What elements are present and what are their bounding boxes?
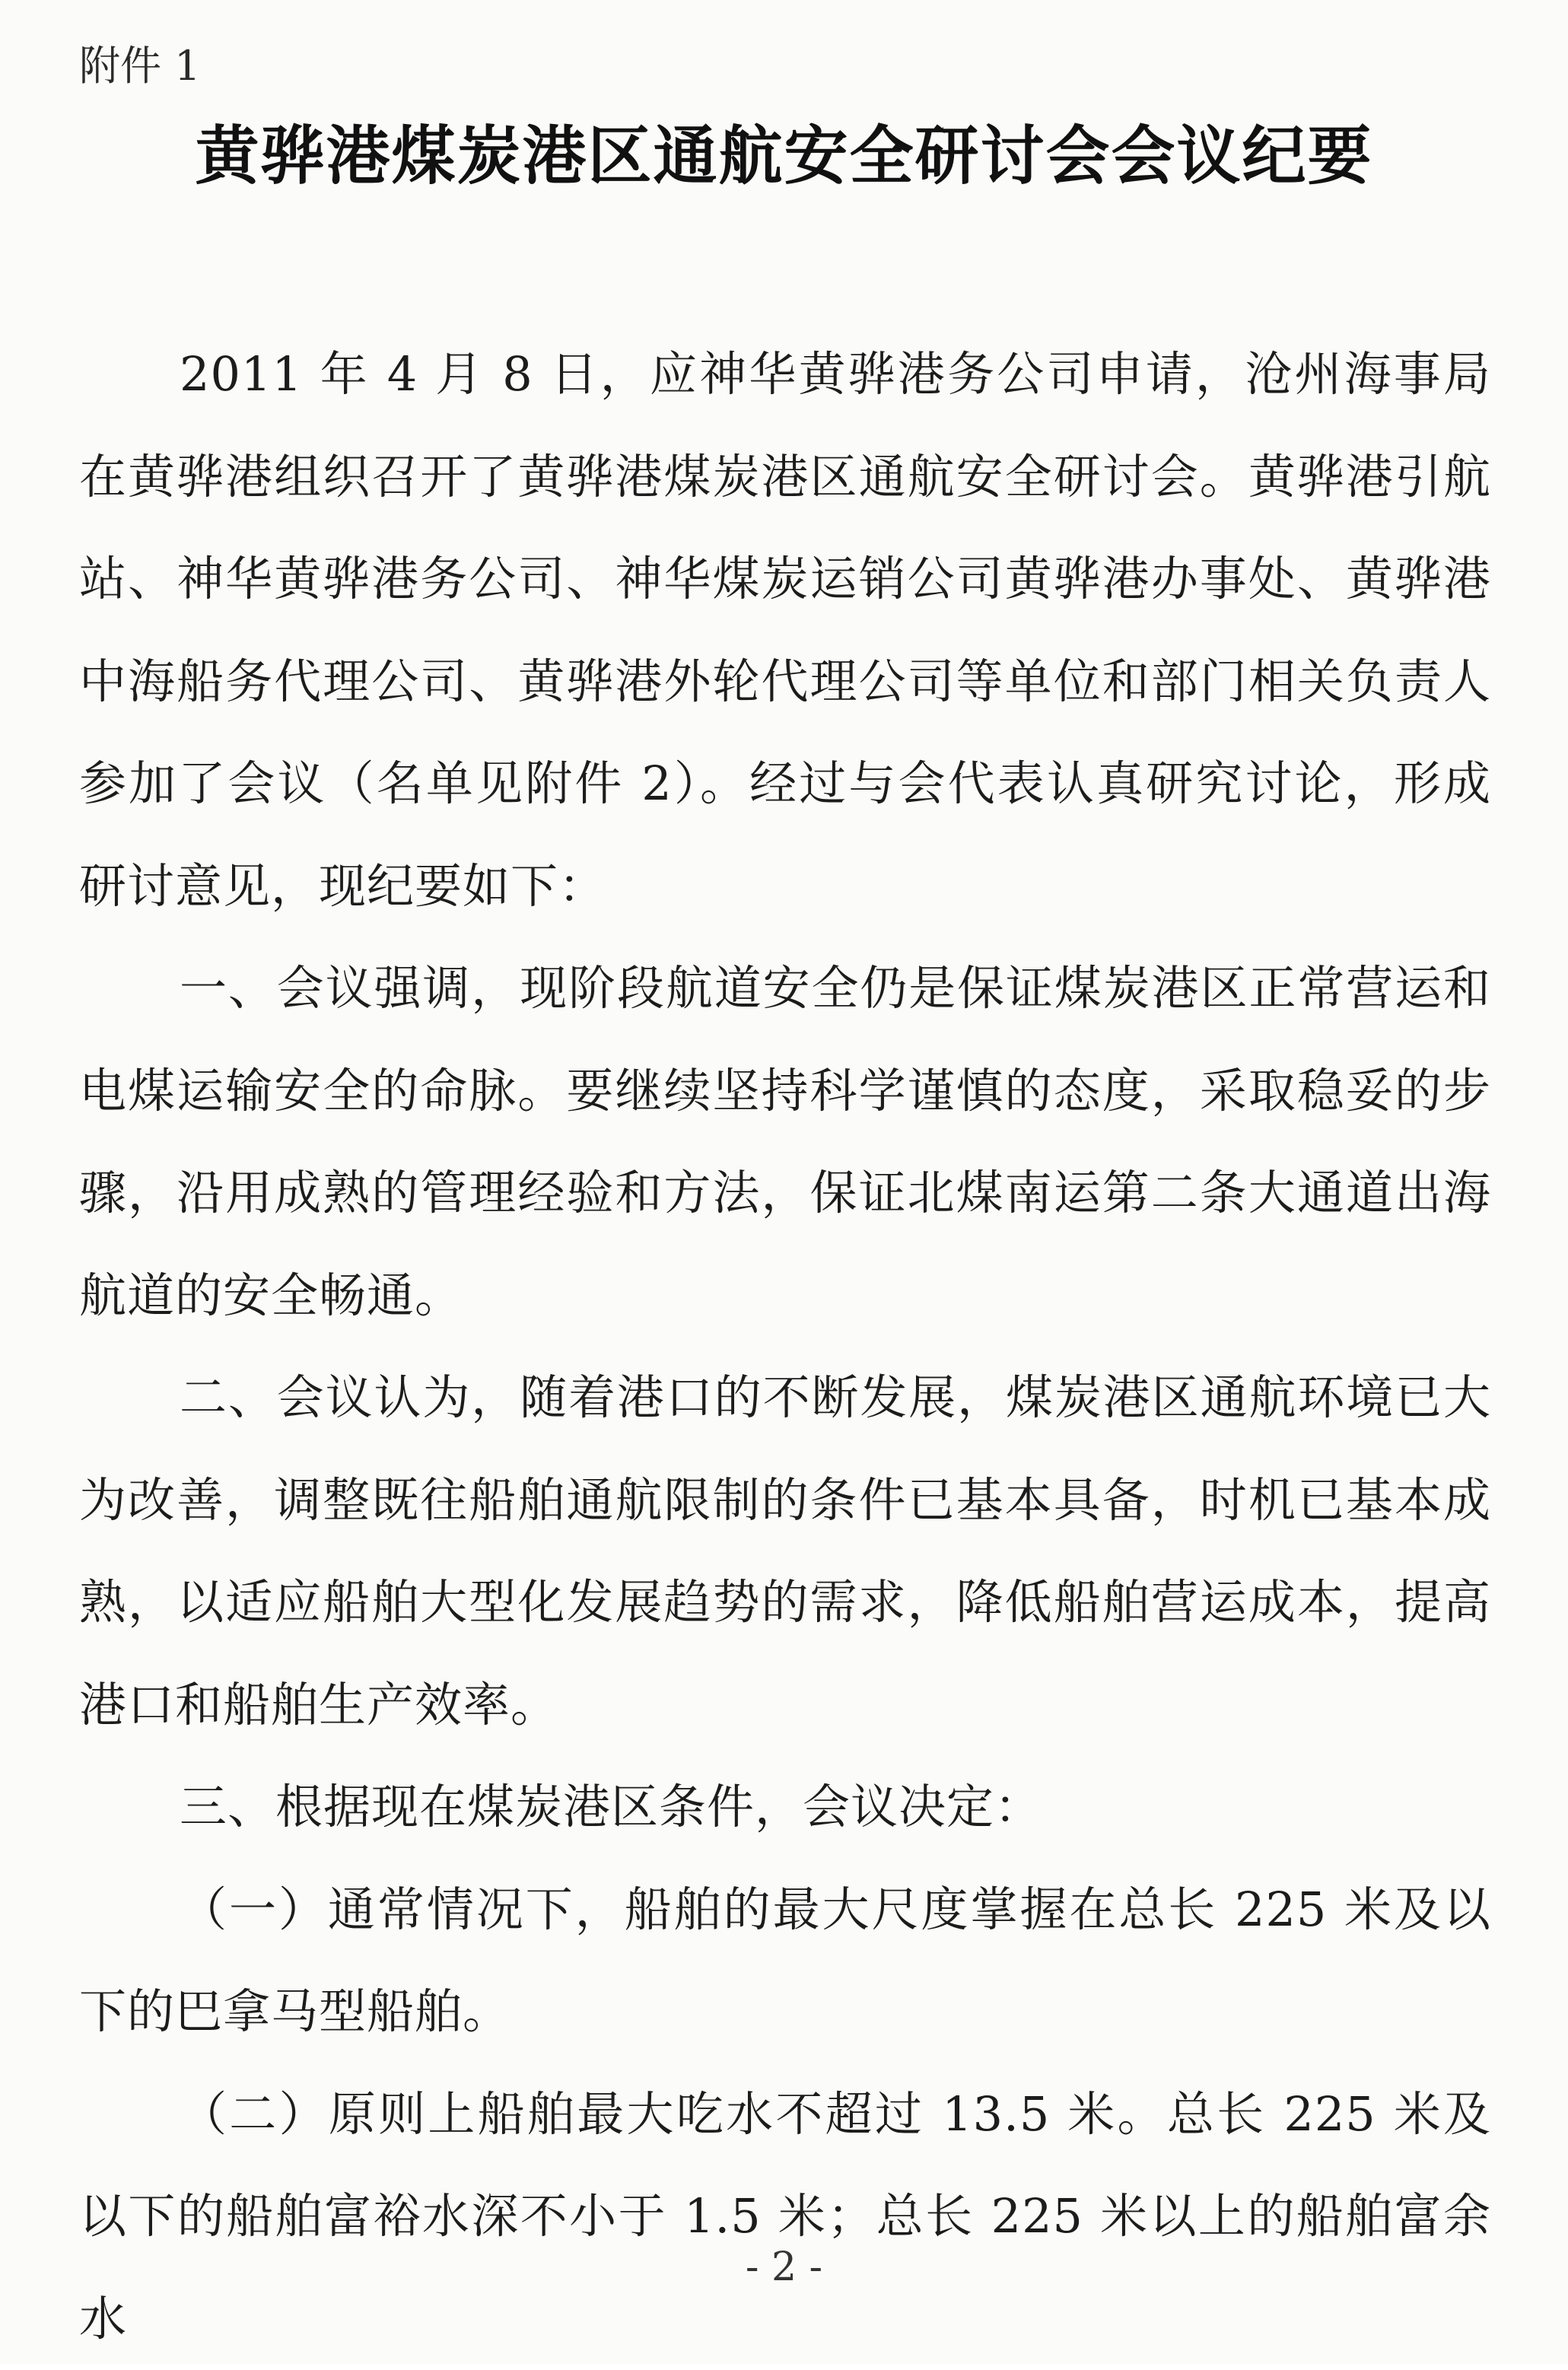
document-title: 黄骅港煤炭港区通航安全研讨会会议纪要: [0, 114, 1568, 198]
page-number: - 2 -: [0, 2241, 1568, 2294]
paragraph-point-2: 二、会议认为，随着港口的不断发展，煤炭港区通航环境已大为改善，调整既往船舶通航限制的条件已基本具备，时机已基本成熟，以适应船舶大型化发展趋势的需求，降低船舶营运成本，提高港口和船舶生产效率。: [79, 1347, 1491, 1756]
paragraph-subpoint-1: （一）通常情况下，船舶的最大尺度掌握在总长 225 米及以下的巴拿马型船舶。: [79, 1859, 1491, 2063]
document-body: [79, 323, 1491, 2370]
paragraph-point-3: 三、根据现在煤炭港区条件，会议决定：: [79, 1756, 1491, 1859]
paragraph-subpoint-2: （二）原则上船舶最大吃水不超过 13.5 米。总长 225 米及以下的船舶富裕水深不小于 1.5 米；总长 225 米以上的船舶富余水: [79, 2063, 1491, 2370]
paragraph-point-1: 一、会议强调，现阶段航道安全仍是保证煤炭港区正常营运和电煤运输安全的命脉。要继续坚持科学谨慎的态度，采取稳妥的步骤，沿用成熟的管理经验和方法，保证北煤南运第二条大通道出海航道的安全畅通。: [79, 937, 1491, 1347]
attachment-label: 附件 1: [79, 40, 201, 93]
paragraph-intro: 2011 年 4 月 8 日，应神华黄骅港务公司申请，沧州海事局在黄骅港组织召开了黄骅港煤炭港区通航安全研讨会。黄骅港引航站、神华黄骅港务公司、神华煤炭运销公司黄骅港办事处、黄骅港中海船务代理公司、黄骅港外轮代理公司等单位和部门相关负责人参加了会议（名单见附件 2）。经过与会代表认真研究讨论，形成研讨意见，现纪要如下：: [79, 323, 1491, 937]
